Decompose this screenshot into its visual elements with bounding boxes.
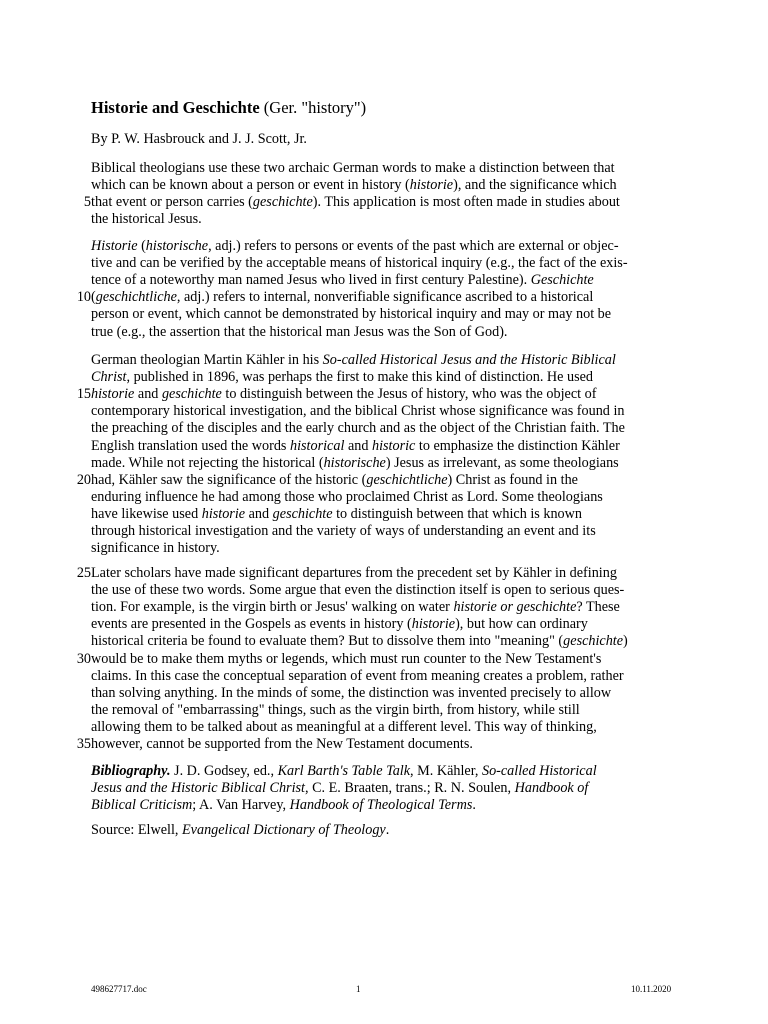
text-segment: that event or person carries ( <box>91 194 253 210</box>
text-line <box>91 420 625 437</box>
text-line <box>91 797 476 814</box>
text-line <box>91 289 593 306</box>
text-segment: events are presented in the Gospels as events in history ( <box>91 616 412 632</box>
text-segment: geschichtliche <box>366 472 448 488</box>
text-segment: historie <box>411 616 456 632</box>
text-line <box>91 177 617 194</box>
footer-date: 10.11.2020 <box>631 984 672 994</box>
text-line <box>91 386 596 403</box>
text-line <box>91 489 603 506</box>
text-segment: allowing them to be talked about as meaningful at a different level. This way of thinking, <box>91 719 597 735</box>
bibliography-label: Bibliography. <box>91 763 171 779</box>
text-segment: Source: Elwell, <box>91 822 183 838</box>
text-line <box>91 668 624 685</box>
line-number: 30 <box>76 651 91 667</box>
text-segment: ( <box>137 238 146 254</box>
text-segment: historie or geschichte <box>453 599 577 615</box>
text-segment: however, cannot be supported from the New Testament documents. <box>91 736 473 752</box>
text-segment: true (e.g., the assertion that the historical man Jesus was the Son of God). <box>91 324 508 340</box>
text-segment: Handbook of Theological Terms <box>289 797 473 813</box>
text-segment: tive and can be verified by the acceptable means of historical inquiry (e.g., the fact of the exis- <box>91 255 628 271</box>
text-segment: Karl Barth's Table Talk <box>277 763 411 779</box>
text-line <box>91 352 616 369</box>
text-segment: German theologian Martin Kähler in his <box>91 352 323 368</box>
text-segment: have likewise used <box>91 506 202 522</box>
text-segment: Later scholars have made significant departures from the precedent set by Kähler in defining <box>91 565 617 581</box>
text-line <box>91 736 473 753</box>
text-segment: the removal of "embarrassing" things, such as the virgin birth, from history, while still <box>91 702 580 718</box>
text-segment: geschichte <box>272 506 333 522</box>
text-segment: ), but how can ordinary <box>455 616 588 632</box>
text-segment: historie <box>201 506 246 522</box>
text-segment: historische <box>145 238 209 254</box>
text-line <box>91 438 620 455</box>
text-segment: geschichte <box>252 194 313 210</box>
text-segment: ( <box>91 289 96 305</box>
text-segment: the use of these two words. Some argue that even the distinction itself is open to serious ques- <box>91 582 625 598</box>
text-segment: ). This application is most often made in studies about <box>312 194 620 210</box>
text-segment: and <box>245 506 273 522</box>
line-number: 5 <box>83 194 91 210</box>
text-line <box>91 651 601 668</box>
text-line <box>91 306 611 323</box>
text-line <box>91 506 582 523</box>
text-segment: , adj.) refers to internal, nonverifiable significance ascribed to a historical <box>176 289 594 305</box>
text-segment: , C. E. Braaten, trans.; R. N. Soulen, <box>304 780 515 796</box>
footer-filename: 498627717.doc <box>91 984 147 994</box>
text-line <box>91 780 588 797</box>
text-segment: Evangelical Dictionary of Theology <box>182 822 386 838</box>
text-segment: geschichtliche <box>95 289 177 305</box>
text-line <box>91 523 596 540</box>
text-segment: Christ <box>91 369 127 385</box>
text-segment: the preaching of the disciples and the early church and as the object of the Christian faith. The <box>91 420 625 436</box>
title-main: Historie and Geschichte <box>91 98 260 117</box>
text-segment: through historical investigation and the variety of ways of understanding an event and its <box>91 523 596 539</box>
text-line <box>91 369 593 386</box>
line-number: 25 <box>76 565 91 581</box>
text-segment: Jesus and the Historic Biblical Christ <box>91 780 305 796</box>
text-segment: and <box>344 438 372 454</box>
text-line <box>91 255 628 272</box>
text-segment: the historical Jesus. <box>91 211 202 227</box>
text-line <box>91 324 507 341</box>
text-line <box>91 599 620 616</box>
text-line <box>91 633 628 650</box>
line-number: 35 <box>76 736 91 752</box>
text-segment: and <box>134 386 162 402</box>
text-segment: J. D. Godsey, ed., <box>170 763 278 779</box>
text-segment: tence of a noteworthy man named Jesus who lived in first century Palestine). <box>91 272 531 288</box>
text-line <box>91 272 594 289</box>
text-line <box>91 685 611 702</box>
text-segment: historical <box>290 438 345 454</box>
text-line <box>91 194 620 211</box>
line-number: 15 <box>76 386 91 402</box>
text-segment: would be to make them myths or legends, which must run counter to the New Testament's <box>91 651 602 667</box>
text-segment: contemporary historical investigation, and the biblical Christ whose significance was found in <box>91 403 625 419</box>
text-segment: historical criteria be found to evaluate them? But to dissolve them into "meaning" ( <box>91 633 564 649</box>
text-segment: , M. Kähler, <box>410 763 482 779</box>
text-line <box>91 238 619 255</box>
text-segment: ? These <box>576 599 620 615</box>
text-segment: geschichte <box>161 386 222 402</box>
byline: By P. W. Hasbrouck and J. J. Scott, Jr. <box>91 131 307 147</box>
text-segment: to emphasize the distinction Kähler <box>415 438 620 454</box>
text-segment: ) <box>623 633 628 649</box>
text-segment: Biblical theologians use these two archaic German words to make a distinction between that <box>91 160 615 176</box>
text-line <box>91 702 580 719</box>
text-line <box>91 582 624 599</box>
text-line <box>91 540 220 557</box>
text-segment: than solving anything. In the minds of some, the distinction was invented precisely to allow <box>91 685 612 701</box>
text-line <box>91 211 202 228</box>
text-segment: historische <box>323 455 386 471</box>
text-segment: So-called Historical <box>481 763 597 779</box>
title-subtitle: (Ger. "history") <box>259 98 367 117</box>
text-segment: claims. In this case the conceptual separation of event from meaning creates a problem, rather <box>91 668 624 684</box>
text-segment: tion. For example, is the virgin birth or Jesus' walking on water <box>91 599 454 615</box>
text-segment: made. While not rejecting the historical ( <box>91 455 324 471</box>
text-segment: enduring influence he had among those who proclaimed Christ as Lord. Some theologians <box>91 489 603 505</box>
text-line <box>91 822 389 839</box>
text-segment: had, Kähler saw the significance of the historic ( <box>91 472 367 488</box>
text-line <box>91 616 588 633</box>
text-segment: ; A. Van Harvey, <box>192 797 290 813</box>
text-segment: which can be known about a person or event in history ( <box>91 177 410 193</box>
text-segment: geschichte <box>563 633 624 649</box>
text-segment: ), and the significance which <box>453 177 617 193</box>
document-title <box>91 97 366 119</box>
text-segment: historie <box>409 177 454 193</box>
text-segment: to distinguish between that which is known <box>332 506 582 522</box>
text-segment: Biblical Criticism <box>91 797 193 813</box>
footer-page-number: 1 <box>356 984 361 994</box>
text-segment: ) Jesus as irrelevant, as some theologians <box>385 455 619 471</box>
text-segment: person or event, which cannot be demonstrated by historical inquiry and may or may not be <box>91 306 612 322</box>
text-segment: , published in 1896, was perhaps the first to make this kind of distinction. He used <box>126 369 594 385</box>
text-segment: Geschichte <box>530 272 594 288</box>
text-segment: historic <box>371 438 416 454</box>
text-line <box>91 763 597 780</box>
text-segment: ) Christ as found in the <box>447 472 578 488</box>
text-segment: Historie <box>91 238 138 254</box>
text-segment: English translation used the words <box>91 438 290 454</box>
text-segment: to distinguish between the Jesus of history, who was the object of <box>221 386 597 402</box>
line-number: 20 <box>76 472 91 488</box>
text-segment: , adj.) refers to persons or events of the past which are external or objec- <box>208 238 619 254</box>
text-line <box>91 455 619 472</box>
line-number: 10 <box>76 289 91 305</box>
text-segment: So-called Historical Jesus and the Historic Biblical <box>322 352 616 368</box>
text-line <box>91 160 615 177</box>
text-line <box>91 719 597 736</box>
text-line <box>91 403 624 420</box>
text-segment: . <box>472 797 476 813</box>
text-line <box>91 472 578 489</box>
text-segment: . <box>385 822 390 838</box>
text-segment: historie <box>91 386 135 402</box>
text-line <box>91 565 617 582</box>
text-segment: significance in history. <box>91 540 220 556</box>
text-segment: Handbook of <box>514 780 589 796</box>
